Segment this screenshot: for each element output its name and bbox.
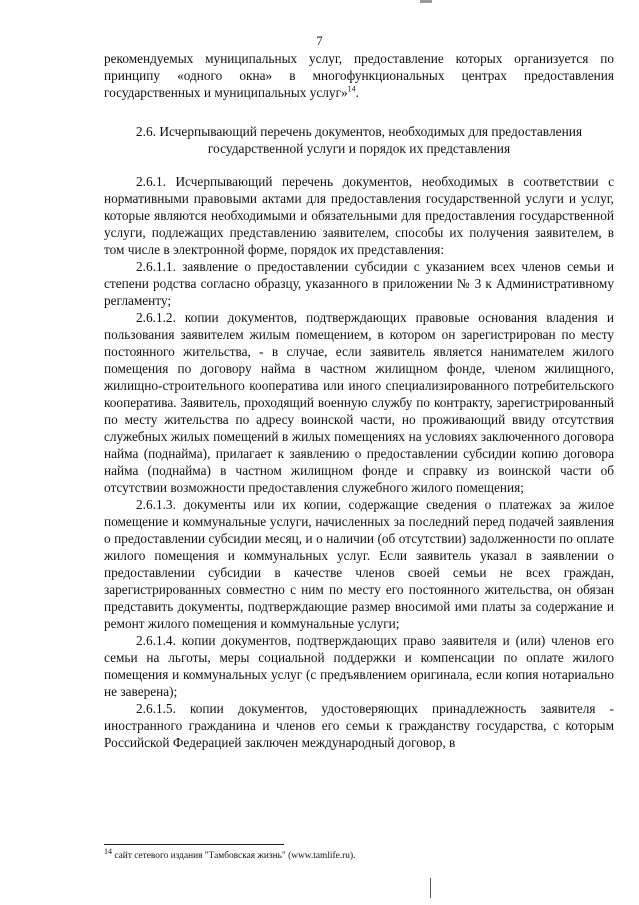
paragraph-2-6-1-2: 2.6.1.2. копии документов, подтверждающих правовые основания владения и пользования заявителем жилым помещением, в котором он зарегистрирован по месту постоянного жительства, - в случае, если заявитель является нанимателем жилого помещения по договору найма в частном жилищном фонде, членом жилищного, жилищно-строительного кооператива или иного специализированного потребительского кооператива. Заявитель, проходящий военную службу по контракту, зарегистрированный по месту жительства по адресу воинской части, но проживающий ввиду отсутствия служебных жилых помещений в жилых помещениях на условиях заключенного договора найма (поднайма), прилагает к заявлению о предоставлении субсидии копию договора найма (поднайма) в частном жилищном фонде и справку из воинской части об отсутствии возможности предоставления служебного жилого помещения; — [104, 310, 614, 495]
paragraph-2-6-1: 2.6.1. Исчерпывающий перечень документов, необходимых в соответствии с нормативными правовыми актами для предоставления государственной услуги и услуг, которые являются необходимыми и обязательными для предоставления государственной услуги, подлежащих представлению заявителем, способы их получения заявителем, в том числе в электронной форме, порядок их представления: — [104, 174, 614, 257]
scan-artifact-top — [420, 0, 432, 3]
footnote-reference: 14 — [347, 84, 356, 94]
footnote-separator — [104, 844, 284, 845]
body-text — [104, 50, 614, 751]
paragraph-2-6-1-5: 2.6.1.5. копии документов, удостоверяющих принадлежность заявителя - иностранного гражданина и членов его семьи к гражданству государства, с которым Российской Федерацией заключен международный договор, в — [104, 701, 614, 750]
section-heading: 2.6. Исчерпывающий перечень документов, необходимых для предоставления государственной услуги и порядок их представления — [135, 124, 583, 156]
paragraph-text: рекомендуемых муниципальных услуг, предоставление которых организуется по принципу «одного окна» в многофункциональных центрах предоставления государственных и муниципальных услуг» — [104, 51, 614, 100]
paragraph-2-6-1-3: 2.6.1.3. документы или их копии, содержащие сведения о платежах за жилое помещение и коммунальные услуги, начисленных за последний перед подачей заявления о предоставлении субсидии месяц, и о наличии (об отсутствии) задолженности по оплате жилого помещения и коммунальных услуг. Если заявитель указал в заявлении о предоставлении субсидии в качестве членов своей семьи не всех граждан, зарегистрированных совместно с ним по месту его постоянного жительства, он обязан представить документы, подтверждающие размер вносимой ими платы за содержание и ремонт жилого помещения и коммунальные услуги; — [104, 497, 614, 631]
footnote-text: сайт сетевого издания "Тамбовская жизнь" (www.tamlife.ru). — [114, 851, 356, 861]
paragraph-intro-continuation — [104, 50, 614, 101]
paragraph-tail: . — [355, 85, 359, 100]
footnote-number: 14 — [104, 846, 112, 856]
scan-artifact-bottom — [430, 878, 431, 898]
paragraph-2-6-1-4: 2.6.1.4. копии документов, подтверждающих право заявителя и (или) членов его семьи на льготы, меры социальной поддержки и компенсации по оплате жилого помещения и коммунальных услуг (с предъявлением оригинала, если копия нотариально не заверена); — [104, 633, 614, 699]
paragraph-2-6-1-1: 2.6.1.1. заявление о предоставлении субсидии с указанием всех членов семьи и степени родства согласно образцу, указанного в приложении № 3 к Административному регламенту; — [104, 259, 614, 308]
footnote — [104, 846, 614, 862]
page-number: 7 — [316, 34, 323, 48]
